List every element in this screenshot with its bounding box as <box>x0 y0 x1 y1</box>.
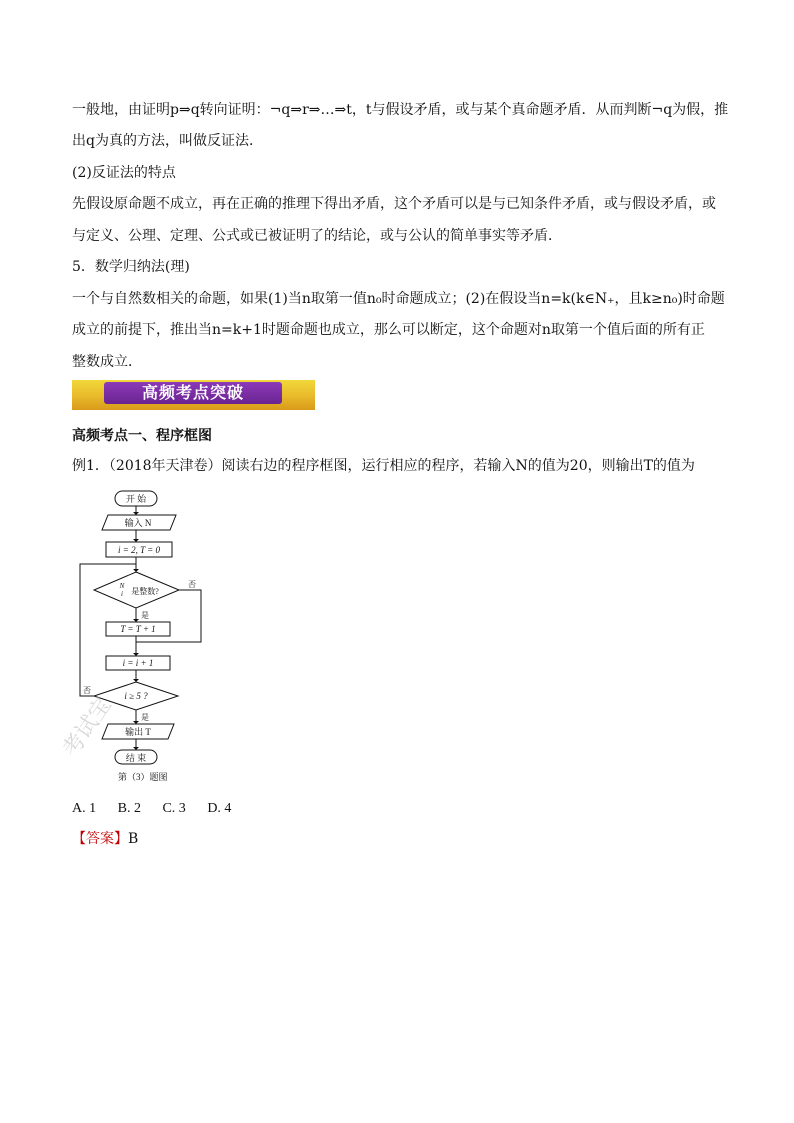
option-d: D. 4 <box>207 801 232 816</box>
option-b: B. 2 <box>117 801 141 816</box>
paragraph1-line1: 一般地，由证明p⇒q转向证明：¬q⇒r⇒…⇒t，t与假设矛盾，或与某个真命题矛盾．从而判断¬q为假，推 <box>72 102 729 118</box>
paragraph1-line2: 出q为真的方法，叫做反证法． <box>72 133 263 149</box>
flowchart-end-label: 结 束 <box>125 753 147 763</box>
flowchart-input-label: 输入 N <box>124 518 152 528</box>
flowchart-yes2-label: 是 <box>141 713 149 722</box>
flowchart-cond1-denominator: i <box>121 590 123 598</box>
answer-line <box>72 829 138 849</box>
option-a: A. 1 <box>72 801 97 816</box>
flowchart-yes1-label: 是 <box>141 611 149 620</box>
option-c: C. 3 <box>162 801 186 816</box>
flowchart-inc-t-label: T = T + 1 <box>120 624 156 634</box>
answer-label: 【答案】 <box>72 831 128 847</box>
flowchart-caption: 第（3）题图 <box>118 772 168 782</box>
flowchart-cond2-label: i ≥ 5 ? <box>124 691 148 701</box>
flowchart-cond1-label: 是整数? <box>131 587 159 596</box>
example-question: 例1．（2018年天津卷）阅读右边的程序框图，运行相应的程序，若输入N的值为20，则输出T的值为 <box>72 458 695 474</box>
answer-value: B <box>128 831 139 847</box>
paragraph5-line2: 成立的前提下，推出当n=k+1时题命题也成立，那么可以断定，这个命题对n取第一个值后面的所有正 <box>72 322 705 338</box>
topic-heading: 高频考点一、程序框图 <box>72 428 212 444</box>
banner-title: 高频考点突破 <box>104 382 282 404</box>
flowchart-output-label: 输出 T <box>125 727 151 737</box>
flowchart-cond1-numerator: N <box>119 582 125 590</box>
section-heading-proof-traits: (2)反证法的特点 <box>72 165 176 181</box>
flowchart-no2-label: 否 <box>83 686 91 695</box>
answer-options <box>72 799 231 819</box>
section-heading-induction: 5．数学归纳法(理) <box>72 259 190 275</box>
flowchart-watermark: 考试宝 <box>57 692 116 761</box>
flowchart-init-label: i = 2, T = 0 <box>118 545 160 555</box>
section-banner <box>72 380 315 410</box>
paragraph5-line1: 一个与自然数相关的命题，如果(1)当n取第一值n₀时命题成立；(2)在假设当n=k(k∈N₊，且k≥n₀)时命题 <box>72 291 725 307</box>
paragraph5-line3: 整数成立． <box>72 354 142 370</box>
flowchart-inc-i-label: i = i + 1 <box>122 658 154 668</box>
flowchart-start-label: 开 始 <box>125 494 147 504</box>
paragraph2-line1: 先假设原命题不成立，再在正确的推理下得出矛盾，这个矛盾可以是与已知条件矛盾，或与假设矛盾，或 <box>72 196 716 212</box>
flowchart-no1-label: 否 <box>188 580 196 589</box>
flowchart <box>57 488 206 788</box>
paragraph2-line2: 与定义、公理、定理、公式或已被证明了的结论，或与公认的简单事实等矛盾． <box>72 228 562 244</box>
